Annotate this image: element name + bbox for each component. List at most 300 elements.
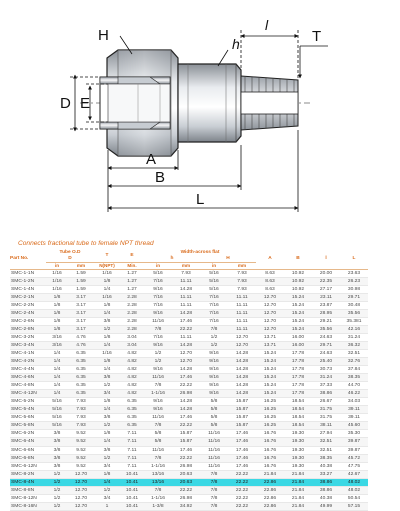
table-cell: 11/16 xyxy=(144,414,172,422)
table-cell: 6.35 xyxy=(120,414,144,422)
waf-label: Width-across flat xyxy=(180,250,220,255)
table-row xyxy=(10,341,368,349)
table-cell: 4.76 xyxy=(68,333,94,341)
table-cell: 29.71 xyxy=(340,293,368,301)
table-cell: 1/8 xyxy=(94,470,120,478)
table-cell: 8.63 xyxy=(256,285,284,293)
table-cell: 9/16 xyxy=(200,374,228,382)
label-L: L xyxy=(196,191,205,208)
table-row xyxy=(10,349,368,357)
table-cell: 38.86 xyxy=(312,390,340,398)
table-cell: 19.30 xyxy=(284,454,312,462)
table-cell: 17.78 xyxy=(284,390,312,398)
table-cell: 29.21 xyxy=(312,317,340,325)
col-t: T xyxy=(94,250,120,263)
table-cell: 9/16 xyxy=(200,349,228,357)
part-number-cell: SMC-8-12N xyxy=(10,494,46,502)
table-row xyxy=(10,277,368,285)
table-cell: 9/16 xyxy=(144,341,172,349)
table-cell: 9.52 xyxy=(68,438,94,446)
part-number-cell: SMC-2-8N xyxy=(10,325,46,333)
table-cell: 22.22 xyxy=(172,325,200,333)
table-cell: 17.78 xyxy=(284,366,312,374)
table-cell: 6.35 xyxy=(120,398,144,406)
label-h: h xyxy=(232,36,240,52)
table-cell: 2.28 xyxy=(120,317,144,325)
table-cell: 1.59 xyxy=(68,277,94,285)
table-cell: 7.93 xyxy=(228,269,256,277)
table-row xyxy=(10,470,368,478)
part-number-cell: SMC-4-12N xyxy=(10,390,46,398)
table-cell: 3/8 xyxy=(94,374,120,382)
table-cell: 29.71 xyxy=(312,341,340,349)
table-cell: 10.41 xyxy=(120,478,144,486)
table-cell: 15.87 xyxy=(228,398,256,406)
table-cell: 20.63 xyxy=(172,470,200,478)
table-cell: 1/16 xyxy=(94,349,120,357)
col-part-no: Part No. xyxy=(10,250,46,269)
table-cell: 39.11 xyxy=(340,406,368,414)
table-row xyxy=(10,309,368,317)
table-row xyxy=(10,366,368,374)
label-A: A xyxy=(146,151,157,168)
table-cell: 5/16 xyxy=(200,277,228,285)
part-number-cell: SMC-8-2N xyxy=(10,470,46,478)
table-cell: 3.04 xyxy=(120,333,144,341)
col-a: A xyxy=(256,250,284,269)
table-cell: 22.86 xyxy=(256,494,284,502)
table-cell: 10.92 xyxy=(284,285,312,293)
table-cell: 26.67 xyxy=(312,398,340,406)
table-cell: 7.11 xyxy=(120,430,144,438)
table-cell: 11/16 xyxy=(200,430,228,438)
part-number-cell: SMC-6-12N xyxy=(10,462,46,470)
table-cell: 1/8 xyxy=(94,398,120,406)
table-cell: 7.93 xyxy=(228,277,256,285)
part-number-cell: SMC-8-16N xyxy=(10,502,46,510)
table-cell: 22.22 xyxy=(172,382,200,390)
table-cell: 22.22 xyxy=(228,470,256,478)
table-cell: 15.24 xyxy=(256,374,284,382)
table-cell: 1-1/16 xyxy=(144,462,172,470)
sub-in-2: in xyxy=(144,263,172,270)
table-cell: 4.76 xyxy=(68,341,94,349)
col-l-lower: l xyxy=(312,250,340,269)
table-cell: 1/8 xyxy=(46,317,68,325)
spec-table xyxy=(10,250,368,511)
table-cell: 9/16 xyxy=(144,309,172,317)
table-cell: 35.30 xyxy=(340,430,368,438)
table-cell: 11/16 xyxy=(200,462,228,470)
table-cell: 24.63 xyxy=(312,349,340,357)
table-cell: 1/2 xyxy=(94,486,120,494)
table-row xyxy=(10,374,368,382)
table-cell: 31.24 xyxy=(340,333,368,341)
sub-mm-2: mm xyxy=(172,263,200,270)
table-cell: 1/8 xyxy=(46,309,68,317)
table-cell: 1/2 xyxy=(144,358,172,366)
table-cell: 15.24 xyxy=(284,293,312,301)
table-cell: 1/8 xyxy=(94,358,120,366)
table-cell: 11.11 xyxy=(228,293,256,301)
table-cell: 9/16 xyxy=(200,390,228,398)
table-cell: 15.87 xyxy=(228,406,256,414)
table-cell: 26.98 xyxy=(172,462,200,470)
table-cell: 20.00 xyxy=(312,269,340,277)
table-cell: 4.82 xyxy=(120,349,144,357)
table-cell: 3.17 xyxy=(68,325,94,333)
label-T: T xyxy=(312,28,322,45)
table-cell: 1-3/8 xyxy=(144,502,172,510)
table-cell: 7/16 xyxy=(144,301,172,309)
table-cell: 11.11 xyxy=(228,325,256,333)
part-number-cell: SMC-5-8N xyxy=(10,422,46,430)
table-cell: 14.28 xyxy=(228,366,256,374)
part-number-cell: SMC-8-8N xyxy=(10,486,46,494)
table-cell: 1/2 xyxy=(46,502,68,510)
table-cell: 5/8 xyxy=(200,406,228,414)
table-cell: 11/16 xyxy=(200,438,228,446)
part-number-cell: SMC-4-2N xyxy=(10,358,46,366)
table-cell: 22.22 xyxy=(172,454,200,462)
table-cell: 10.41 xyxy=(120,502,144,510)
table-cell: 40.38 xyxy=(312,462,340,470)
table-cell: 26.23 xyxy=(340,277,368,285)
table-cell: 3/8 xyxy=(94,446,120,454)
table-cell: 9.52 xyxy=(68,454,94,462)
table-cell: 42.16 xyxy=(340,325,368,333)
sub-in: in xyxy=(46,263,68,270)
table-cell: 19.30 xyxy=(284,430,312,438)
table-cell: 3.17 xyxy=(68,317,94,325)
table-cell: 7.11 xyxy=(120,462,144,470)
table-cell: 28.95 xyxy=(312,309,340,317)
table-cell: 7/16 xyxy=(200,301,228,309)
table-cell: 10.41 xyxy=(120,486,144,494)
table-cell: 21.84 xyxy=(284,494,312,502)
table-cell: 5/16 xyxy=(200,269,228,277)
table-cell: 32.51 xyxy=(340,349,368,357)
table-cell: 1.27 xyxy=(120,269,144,277)
table-cell: 1/16 xyxy=(94,293,120,301)
table-cell: 3/16 xyxy=(46,341,68,349)
table-cell: 11/16 xyxy=(144,317,172,325)
table-cell: 16.25 xyxy=(256,414,284,422)
table-row xyxy=(10,390,368,398)
table-cell: 17.78 xyxy=(284,358,312,366)
table-row xyxy=(10,494,368,502)
table-cell: 1/8 xyxy=(46,301,68,309)
table-cell: 3/8 xyxy=(46,438,68,446)
table-cell: 6.35 xyxy=(68,374,94,382)
table-cell: 3/8 xyxy=(46,462,68,470)
table-cell: 11.11 xyxy=(172,293,200,301)
table-cell: 50.54 xyxy=(340,494,368,502)
part-number-cell: SMC-6-6N xyxy=(10,446,46,454)
table-cell: 5/8 xyxy=(144,430,172,438)
table-cell: 10.92 xyxy=(284,269,312,277)
table-cell: 1/4 xyxy=(46,358,68,366)
table-cell: 3.17 xyxy=(68,293,94,301)
table-cell: 7/16 xyxy=(144,293,172,301)
header-row-1 xyxy=(10,250,368,263)
body-hex xyxy=(178,64,241,142)
table-cell: 3/8 xyxy=(46,446,68,454)
table-cell: 14.28 xyxy=(172,341,200,349)
table-cell: 17.46 xyxy=(172,374,200,382)
part-number-cell: SMC-6-2N xyxy=(10,430,46,438)
table-cell: 45.72 xyxy=(340,454,368,462)
table-cell: 19.30 xyxy=(284,438,312,446)
part-number-cell: SMC-3-2N xyxy=(10,333,46,341)
table-cell: 3.17 xyxy=(68,309,94,317)
table-cell: 22.22 xyxy=(228,478,256,486)
table-cell: 5/16 xyxy=(144,269,172,277)
table-cell: 6.35 xyxy=(68,382,94,390)
table-cell: 15.24 xyxy=(256,366,284,374)
table-cell: 11.11 xyxy=(228,309,256,317)
h-lower-label: h xyxy=(170,256,174,261)
fitting-drawing xyxy=(0,0,400,232)
table-row xyxy=(10,406,368,414)
table-cell: 38.35 xyxy=(340,374,368,382)
table-cell: 1/4 xyxy=(94,309,120,317)
part-number-cell: SMC-1-2N xyxy=(10,277,46,285)
table-cell: 30.48 xyxy=(340,301,368,309)
table-cell: 2.28 xyxy=(120,293,144,301)
table-cell: 11/16 xyxy=(144,446,172,454)
table-cell: 7.93 xyxy=(68,414,94,422)
table-cell: 11.11 xyxy=(172,333,200,341)
table-cell: 1/8 xyxy=(94,301,120,309)
table-cell: 44.70 xyxy=(340,382,368,390)
table-cell: 38.86 xyxy=(312,478,340,486)
table-cell: 7/8 xyxy=(200,470,228,478)
table-cell: 5/16 xyxy=(46,414,68,422)
table-cell: 14.28 xyxy=(228,382,256,390)
table-cell: 46.22 xyxy=(340,390,368,398)
table-cell: 1/4 xyxy=(46,390,68,398)
table-cell: 8.63 xyxy=(256,269,284,277)
part-number-cell: SMC-6-8N xyxy=(10,454,46,462)
table-cell: 12.70 xyxy=(256,325,284,333)
table-row xyxy=(10,382,368,390)
table-cell: 22.86 xyxy=(256,478,284,486)
part-number-cell: SMC-5-2N xyxy=(10,398,46,406)
table-cell: 11.11 xyxy=(228,301,256,309)
table-cell: 1/2 xyxy=(46,470,68,478)
table-row xyxy=(10,301,368,309)
table-cell: 5/8 xyxy=(200,398,228,406)
table-cell: 11.11 xyxy=(228,317,256,325)
part-number-cell: SMC-1-4N xyxy=(10,285,46,293)
table-cell: 21.84 xyxy=(284,478,312,486)
table-cell: 1/4 xyxy=(46,374,68,382)
table-cell: 3/8 xyxy=(94,414,120,422)
table-cell: 1/2 xyxy=(46,478,68,486)
table-cell: 3/16 xyxy=(46,333,68,341)
table-cell: 15.87 xyxy=(172,430,200,438)
table-cell: 1/16 xyxy=(46,285,68,293)
table-cell: 22.86 xyxy=(256,486,284,494)
table-cell: 16.00 xyxy=(284,333,312,341)
table-cell: 7/8 xyxy=(144,325,172,333)
table-cell: 16.25 xyxy=(256,398,284,406)
table-cell: 1/2 xyxy=(94,422,120,430)
label-D: D xyxy=(60,95,71,112)
table-cell: 3.17 xyxy=(68,301,94,309)
table-cell: 7/8 xyxy=(144,382,172,390)
table-cell: 9.52 xyxy=(68,462,94,470)
table-cell: 1/2 xyxy=(144,349,172,357)
table-cell: 38.11 xyxy=(312,422,340,430)
table-cell: 3/8 xyxy=(46,430,68,438)
tube-od-label: Tube O.D xyxy=(59,250,81,255)
table-cell: 17.46 xyxy=(228,438,256,446)
part-number-cell: SMC-1-1N xyxy=(10,269,46,277)
table-cell: 5/16 xyxy=(46,398,68,406)
table-cell: 4.82 xyxy=(120,390,144,398)
table-cell: 17.78 xyxy=(284,374,312,382)
table-cell: 12.70 xyxy=(68,494,94,502)
table-cell: 1/2 xyxy=(200,341,228,349)
table-cell: 17.78 xyxy=(284,382,312,390)
part-number-cell: SMC-3-4N xyxy=(10,341,46,349)
table-cell: 34.92 xyxy=(172,502,200,510)
table-cell: 2.28 xyxy=(120,309,144,317)
table-cell: 7.11 xyxy=(120,446,144,454)
table-cell: 1/4 xyxy=(46,349,68,357)
table-cell: 14.28 xyxy=(172,366,200,374)
table-cell: 14.28 xyxy=(228,349,256,357)
table-cell: 19.30 xyxy=(284,446,312,454)
table-cell: 7/8 xyxy=(200,502,228,510)
table-cell: 38.86 xyxy=(312,486,340,494)
table-cell: 35.381 xyxy=(340,317,368,325)
table-cell: 21.84 xyxy=(284,470,312,478)
table-cell: 5/16 xyxy=(46,422,68,430)
table-cell: 18.54 xyxy=(284,414,312,422)
table-cell: 6.35 xyxy=(120,406,144,414)
table-row xyxy=(10,422,368,430)
table-cell: 13.71 xyxy=(256,341,284,349)
table-cell: 4.82 xyxy=(120,358,144,366)
label-E: E xyxy=(80,95,91,112)
table-row xyxy=(10,358,368,366)
table-cell: 7/8 xyxy=(200,486,228,494)
table-cell: 26.98 xyxy=(172,390,200,398)
table-cell: 35.56 xyxy=(312,325,340,333)
table-cell: 9.52 xyxy=(68,446,94,454)
table-cell: 2.28 xyxy=(120,301,144,309)
table-cell: 11/16 xyxy=(144,374,172,382)
table-cell: 7.93 xyxy=(68,406,94,414)
table-cell: 1/2 xyxy=(200,333,228,341)
table-cell: 13/16 xyxy=(144,470,172,478)
table-cell: 12.70 xyxy=(228,333,256,341)
table-row xyxy=(10,446,368,454)
col-l-upper: L xyxy=(340,250,368,269)
table-cell: 21.84 xyxy=(284,486,312,494)
table-cell: 15.24 xyxy=(256,358,284,366)
table-cell: 10.92 xyxy=(284,277,312,285)
table-cell: 9/16 xyxy=(144,285,172,293)
table-cell: 14.28 xyxy=(228,374,256,382)
table-cell: 5/8 xyxy=(144,438,172,446)
table-row xyxy=(10,462,368,470)
table-cell: 12.70 xyxy=(172,358,200,366)
table-cell: 1/4 xyxy=(94,478,120,486)
table-row xyxy=(10,486,368,494)
table-cell: 12.70 xyxy=(68,486,94,494)
table-cell: 12.70 xyxy=(172,349,200,357)
table-cell: 17.46 xyxy=(228,430,256,438)
table-body xyxy=(10,269,368,510)
table-cell: 34.03 xyxy=(340,398,368,406)
table-cell: 26.98 xyxy=(172,494,200,502)
label-B: B xyxy=(155,169,166,186)
table-cell: 13/16 xyxy=(144,478,172,486)
table-cell: 1/4 xyxy=(46,366,68,374)
table-cell: 1.27 xyxy=(120,285,144,293)
table-row xyxy=(10,317,368,325)
table-cell: 38.35 xyxy=(312,454,340,462)
table-cell: 7/8 xyxy=(144,454,172,462)
table-cell: 17.46 xyxy=(172,446,200,454)
part-number-cell: SMC-6-4N xyxy=(10,438,46,446)
table-cell: 1/8 xyxy=(46,325,68,333)
table-cell: 15.24 xyxy=(284,325,312,333)
table-cell: 42.67 xyxy=(340,470,368,478)
label-l: l xyxy=(265,17,269,33)
table-cell: 1/4 xyxy=(94,285,120,293)
col-width-across-flat xyxy=(144,250,256,263)
table-cell: 27.17 xyxy=(312,285,340,293)
table-cell: 37.33 xyxy=(312,382,340,390)
table-cell: 3/4 xyxy=(94,390,120,398)
table-cell: 10.41 xyxy=(120,470,144,478)
table-cell: 16.25 xyxy=(256,422,284,430)
part-number-cell: SMC-4-4N xyxy=(10,366,46,374)
table-cell: 8.63 xyxy=(256,277,284,285)
table-cell: 15.87 xyxy=(228,414,256,422)
table-cell: 1-1/16 xyxy=(144,390,172,398)
table-cell: 6.35 xyxy=(68,349,94,357)
table-cell: 1/4 xyxy=(94,406,120,414)
table-cell: 15.24 xyxy=(256,382,284,390)
table-cell: 14.28 xyxy=(172,406,200,414)
table-cell: 21.84 xyxy=(284,502,312,510)
table-cell: 1/16 xyxy=(46,277,68,285)
table-cell: 37.84 xyxy=(340,366,368,374)
table-cell: 49.99 xyxy=(312,502,340,510)
table-cell: 31.75 xyxy=(312,406,340,414)
col-tube-od xyxy=(46,250,94,263)
table-cell: 12.70 xyxy=(256,309,284,317)
table-cell: 45.60 xyxy=(340,422,368,430)
table-cell: 7/8 xyxy=(200,478,228,486)
table-cell: 21.84 xyxy=(256,470,284,478)
table-cell: 48.02 xyxy=(340,478,368,486)
table-cell: 7.93 xyxy=(68,398,94,406)
table-row xyxy=(10,430,368,438)
part-number-cell: SMC-4-1N xyxy=(10,349,46,357)
table-cell: 1-1/16 xyxy=(144,494,172,502)
table-cell: 36.32 xyxy=(340,341,368,349)
table-cell: 22.35 xyxy=(312,277,340,285)
part-number-cell: SMC-5-6N xyxy=(10,414,46,422)
table-cell: 1/4 xyxy=(94,438,120,446)
